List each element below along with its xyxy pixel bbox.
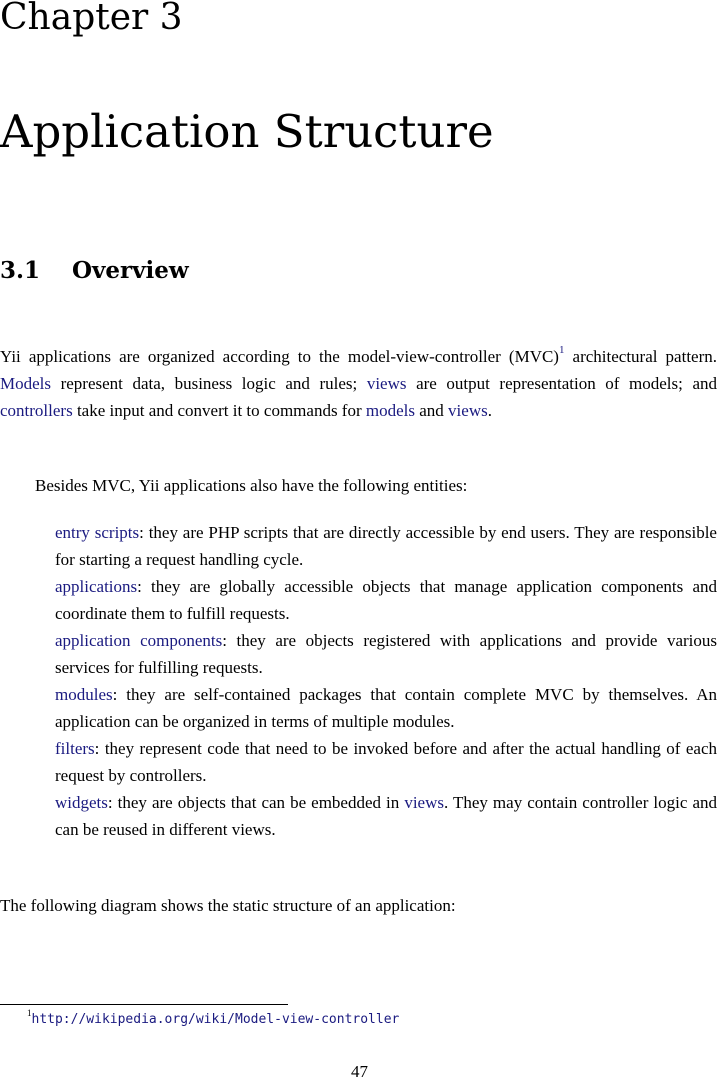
list-item-text: : they are objects that can be embedded in (107, 793, 405, 812)
intro-text: . (487, 401, 492, 420)
section-heading (0, 256, 189, 286)
chapter-label: Chapter 3 (0, 0, 183, 38)
footnote (27, 1007, 400, 1030)
intro-text: are output representation of models; and (406, 374, 717, 393)
diagram-intro: The following diagram shows the static structure of an application: (0, 896, 456, 915)
views-link[interactable]: views (366, 374, 407, 393)
footnote-url-link[interactable]: http://wikipedia.org/wiki/Model-view-controller (31, 1012, 400, 1027)
intro-text: take input and convert it to commands for (72, 401, 366, 420)
list-item-text: . They may contain controller logic and can be reused in different views. (55, 793, 717, 839)
list-item-text: : they are globally accessible objects that manage application components and coordinate them to fulfill requests. (55, 577, 717, 623)
intro-text: Yii applications are organized according to the model-view-controller (MVC) (0, 347, 559, 366)
footnote-rule (0, 1004, 288, 1005)
modules-link[interactable]: modules (55, 685, 113, 704)
section-number: 3.1 (0, 257, 41, 284)
footnote-mark: 1 (27, 1007, 32, 1018)
footnote-marker[interactable]: 1 (558, 344, 565, 357)
filters-link[interactable]: filters (55, 739, 95, 758)
controllers-link[interactable]: controllers (0, 401, 73, 420)
models-link[interactable]: models (365, 401, 415, 420)
entry-scripts-link[interactable]: entry scripts (55, 523, 140, 542)
views-link[interactable]: views (404, 793, 444, 812)
list-item (55, 627, 717, 681)
intro-text: represent data, business logic and rules; (51, 374, 367, 393)
list-item (55, 735, 717, 789)
page-number: 47 (351, 1062, 368, 1081)
application-components-link[interactable]: application components (55, 631, 223, 650)
applications-link[interactable]: applications (55, 577, 138, 596)
list-item (55, 573, 717, 627)
models-link[interactable]: Models (0, 374, 51, 393)
list-item-text: : they are objects registered with applications and provide various services for fulfilling requests. (55, 631, 717, 677)
list-item-text: : they are PHP scripts that are directly accessible by end users. They are responsible for starting a request handling cycle. (55, 523, 717, 569)
list-item (55, 681, 717, 735)
chapter-title: Application Structure (0, 105, 494, 158)
list-item (55, 789, 717, 843)
widgets-link[interactable]: widgets (55, 793, 108, 812)
section-title: Overview (72, 257, 189, 284)
intro-text: and (415, 401, 449, 420)
intro-paragraph (0, 343, 717, 424)
list-item-text: : they represent code that need to be invoked before and after the actual handling of each request by controllers. (55, 739, 717, 785)
intro-text: architectural pattern. (564, 347, 717, 366)
entities-list (55, 519, 717, 843)
entities-intro: Besides MVC, Yii applications also have the following entities: (35, 476, 468, 495)
list-item-text: : they are self-contained packages that contain complete MVC by themselves. An application can be organized in terms of multiple modules. (55, 685, 717, 731)
views-link[interactable]: views (448, 401, 488, 420)
list-item (55, 519, 717, 573)
